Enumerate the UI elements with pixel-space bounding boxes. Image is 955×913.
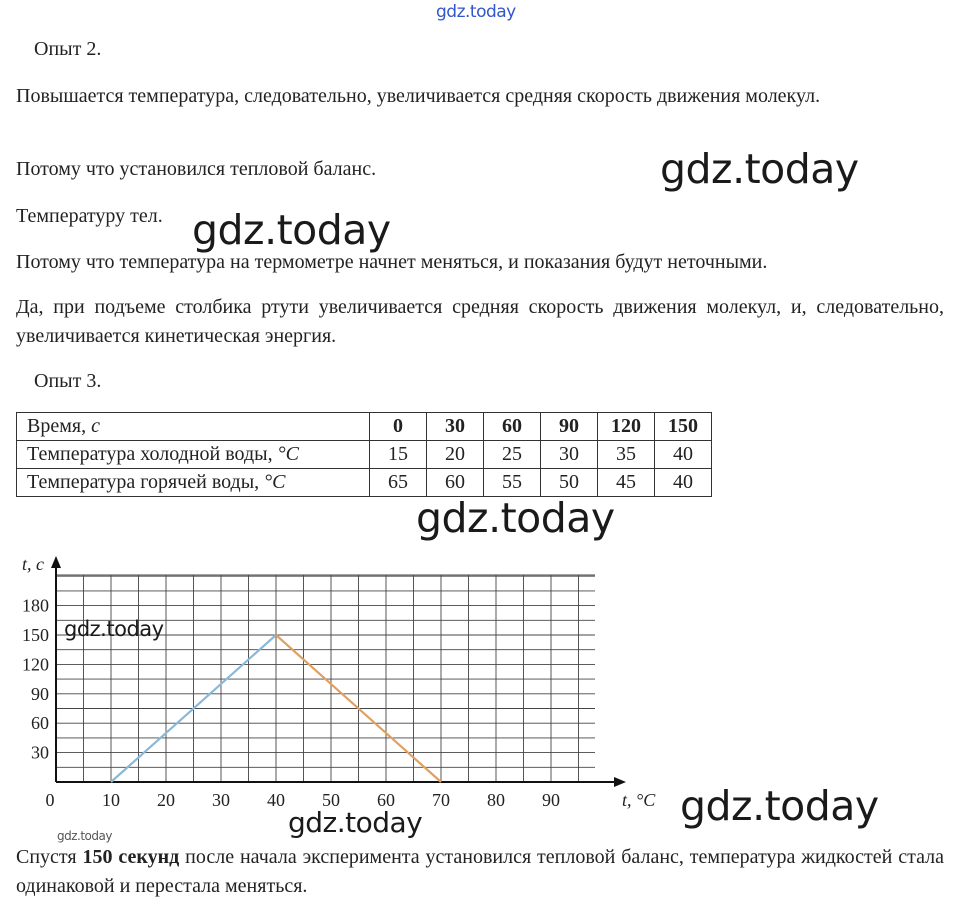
table-cell: 120	[598, 413, 655, 441]
table-row	[17, 441, 712, 469]
watermark-large-1: gdz.today	[660, 145, 859, 193]
y-axis-arrow	[51, 556, 61, 568]
conclusion-paragraph	[16, 843, 944, 901]
data-table	[16, 412, 712, 497]
table-cell: 25	[484, 441, 541, 469]
table-cell: 60	[484, 413, 541, 441]
conclusion-bold: 150 секунд	[82, 846, 180, 868]
x-tick-label: 40	[267, 790, 285, 810]
table-cell: 40	[655, 441, 712, 469]
y-tick-label: 90	[31, 683, 49, 704]
table-cell: 60	[427, 469, 484, 497]
table-cell: 50	[541, 469, 598, 497]
watermark-large-4: gdz.today	[680, 782, 879, 830]
table-header-label: Время, с	[17, 413, 370, 441]
exp3-heading: Опыт 3.	[34, 370, 102, 392]
table-cell: 55	[484, 469, 541, 497]
watermark-large-2: gdz.today	[192, 206, 391, 254]
exp2-heading: Опыт 2.	[34, 38, 102, 60]
x-tick-label: 60	[377, 790, 395, 810]
watermark-chart-inner: gdz.today	[64, 617, 164, 641]
y-tick-label: 30	[31, 742, 49, 763]
x-tick-label: 70	[432, 790, 450, 810]
y-tick-label: 120	[22, 654, 49, 675]
x-tick-label: 90	[542, 790, 560, 810]
table-cell: 15	[370, 441, 427, 469]
exp2-paragraph-5: Да, при подъеме столбика ртути увеличивается средняя скорость движения молекул, и, следовательно, увеличивается кинетическая энергия.	[16, 296, 944, 347]
exp2-paragraph-1: Повышается температура, следовательно, увеличивается средняя скорость движения молекул.	[16, 85, 821, 107]
temperature-chart	[0, 540, 700, 840]
table-cell: 65	[370, 469, 427, 497]
x-tick-label: 50	[322, 790, 340, 810]
exp2-paragraph-3: Температуру тел.	[16, 205, 163, 227]
y-tick-label: 150	[22, 625, 49, 645]
conclusion-before: Спустя	[16, 846, 83, 868]
x-tick-label: 0	[45, 790, 55, 810]
table-cell: 45	[598, 469, 655, 497]
watermark-small: gdz.today	[57, 829, 112, 843]
x-tick-label: 30	[212, 790, 230, 810]
table-row	[17, 469, 712, 497]
x-tick-label: 80	[487, 790, 505, 810]
x-tick-label: 10	[102, 790, 120, 810]
watermark-large-3: gdz.today	[416, 494, 615, 542]
x-axis-label: t, °C	[622, 790, 656, 810]
table-cell: 30	[541, 441, 598, 469]
y-axis-label: t, с	[22, 554, 44, 574]
table-row-label: Температура холодной воды, °C	[17, 441, 370, 469]
conclusion-after: после начала эксперимента установился тепловой баланс, температура жидкостей стала одинаковой и перестала меняться.	[16, 846, 944, 897]
table-cell: 0	[370, 413, 427, 441]
x-axis-arrow	[614, 777, 626, 787]
table-cell: 90	[541, 413, 598, 441]
watermark-bottom-mid: gdz.today	[288, 806, 423, 839]
x-tick-label: 20	[157, 790, 175, 810]
watermark-top: gdz.today	[436, 2, 516, 22]
table-cell: 20	[427, 441, 484, 469]
table-row-label: Температура горячей воды, °C	[17, 469, 370, 497]
y-tick-label: 180	[22, 595, 49, 616]
chart-labels	[22, 554, 656, 810]
table-cell: 150	[655, 413, 712, 441]
table-cell: 40	[655, 469, 712, 497]
table-cell: 30	[427, 413, 484, 441]
exp2-paragraph-2: Потому что установился тепловой баланс.	[16, 158, 377, 180]
exp2-paragraph-4: Потому что температура на термометре начнет меняться, и показания будут неточными.	[16, 251, 768, 273]
table-cell: 35	[598, 441, 655, 469]
y-tick-label: 60	[31, 713, 49, 734]
table-header-row	[17, 413, 712, 441]
